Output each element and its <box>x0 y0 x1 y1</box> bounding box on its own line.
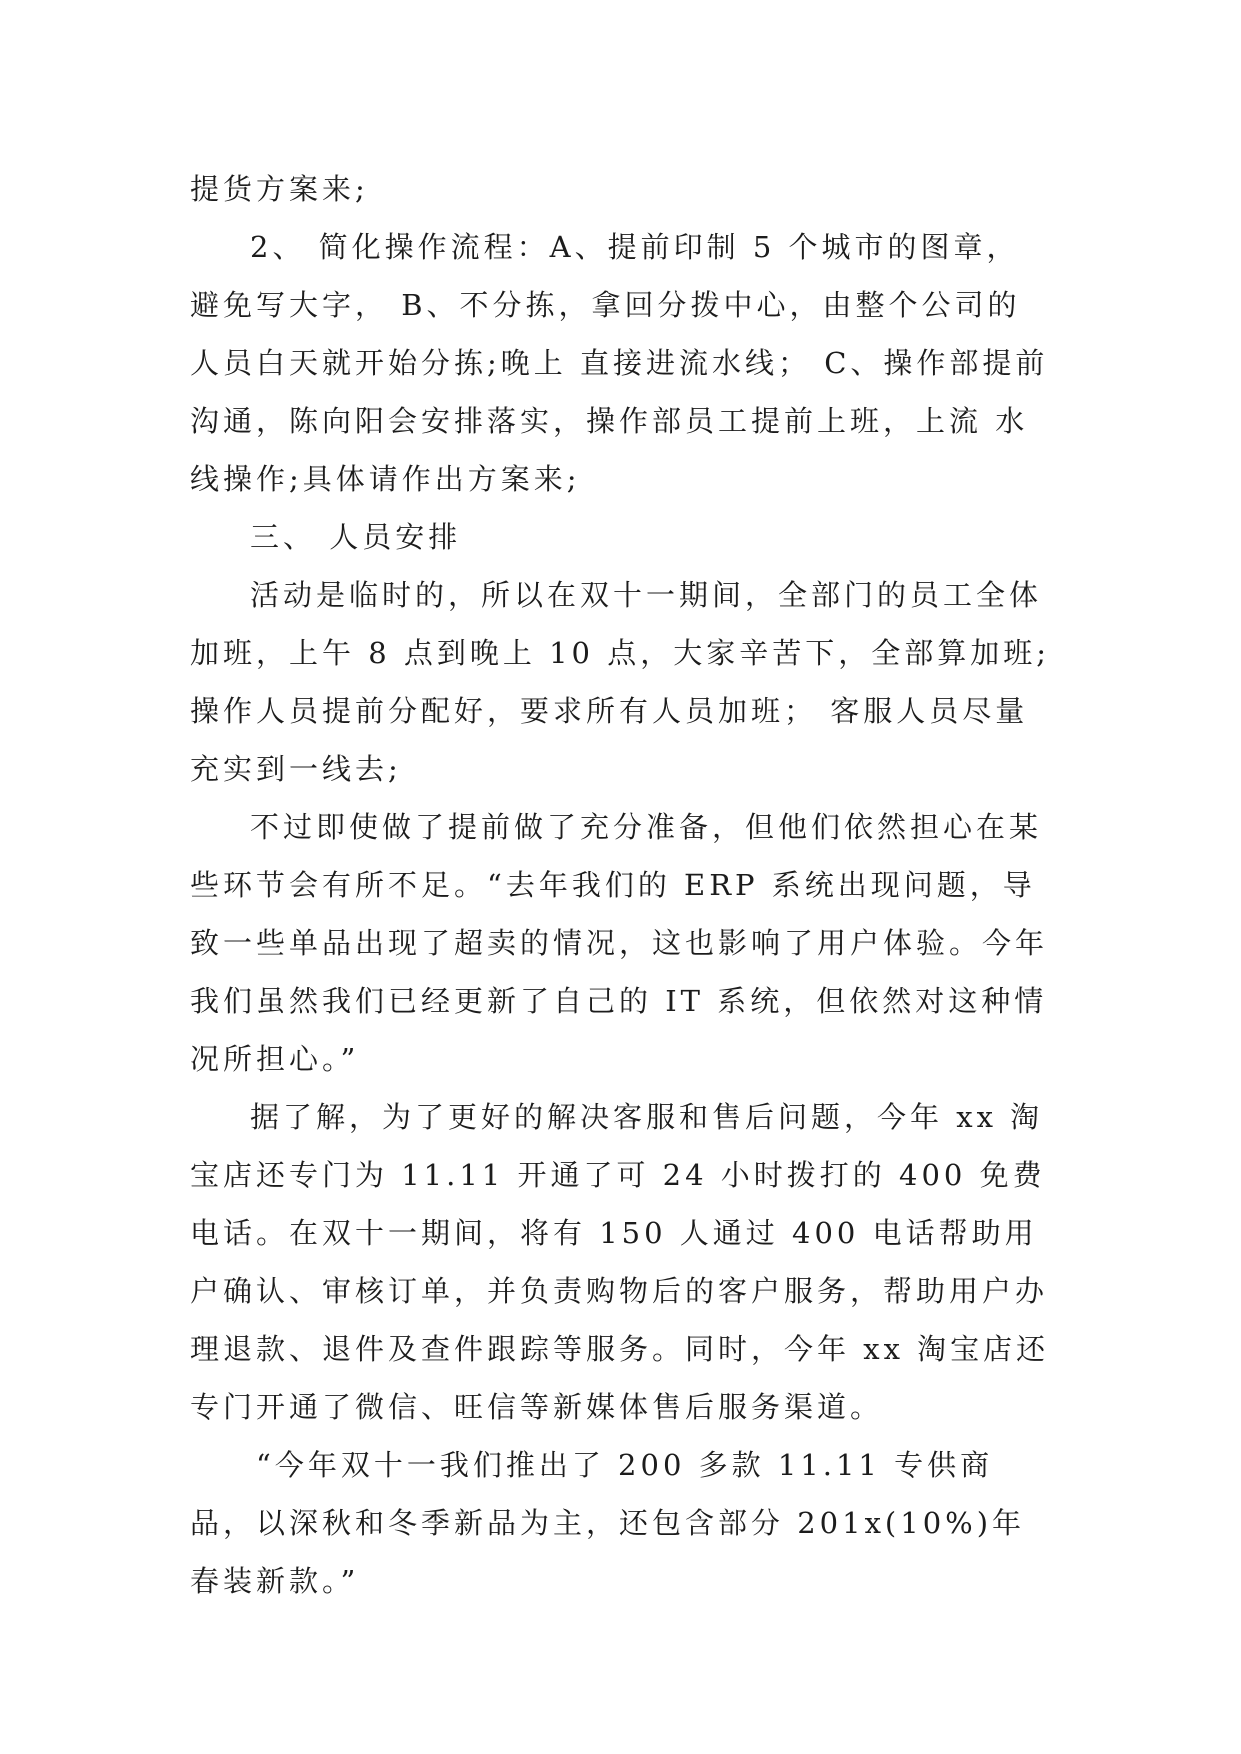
paragraph-simplify-process: 2、 简化操作流程：A、提前印制 5 个城市的图章，避免写大字， B、不分拣，拿回分拨中心，由整个公司的人员白天就开始分拣;晚上 直接进流水线； C、操作部提前沟通，陈向阳会安排落实，操作部员工提前上班，上流 水线操作;具体请作出方案来; <box>190 230 1049 496</box>
section-heading-staffing: 三、 人员安排 <box>250 520 462 554</box>
paragraph-customer-service: 据了解，为了更好的解决客服和售后问题，今年 xx 淘宝店还专门为 11.11 开通了可 24 小时拨打的 400 免费电话。在双十一期间，将有 150 人通过 400 电话帮助用户确认、审核订单，并负责购物后的客户服务，帮助用户办理退款、退件及查件跟踪等服务。同时，今年 xx 淘宝店还专门开通了微信、旺信等新媒体售后服务渠道。 <box>190 1100 1050 1424</box>
paragraph-continuation: 提货方案来; <box>190 172 369 206</box>
paragraph-erp-concern: 不过即使做了提前做了充分准备，但他们依然担心在某些环节会有所不足。“去年我们的 ERP 系统出现问题，导致一些单品出现了超卖的情况，这也影响了用户体验。今年我们虽然我们已经更新了自己的 IT 系统，但依然对这种情况所担心。” <box>190 810 1049 1076</box>
paragraph-overtime: 活动是临时的，所以在双十一期间，全部门的员工全体加班，上午 8 点到晚上 10 点，大家辛苦下，全部算加班;操作人员提前分配好，要求所有人员加班； 客服人员尽量充实到一线去; <box>190 578 1050 786</box>
document-body <box>190 160 1050 1610</box>
paragraph-quote-products: “今年双十一我们推出了 200 多款 11.11 专供商品，以深秋和冬季新品为主，还包含部分 201x(10%)年春装新款。” <box>190 1448 1026 1598</box>
